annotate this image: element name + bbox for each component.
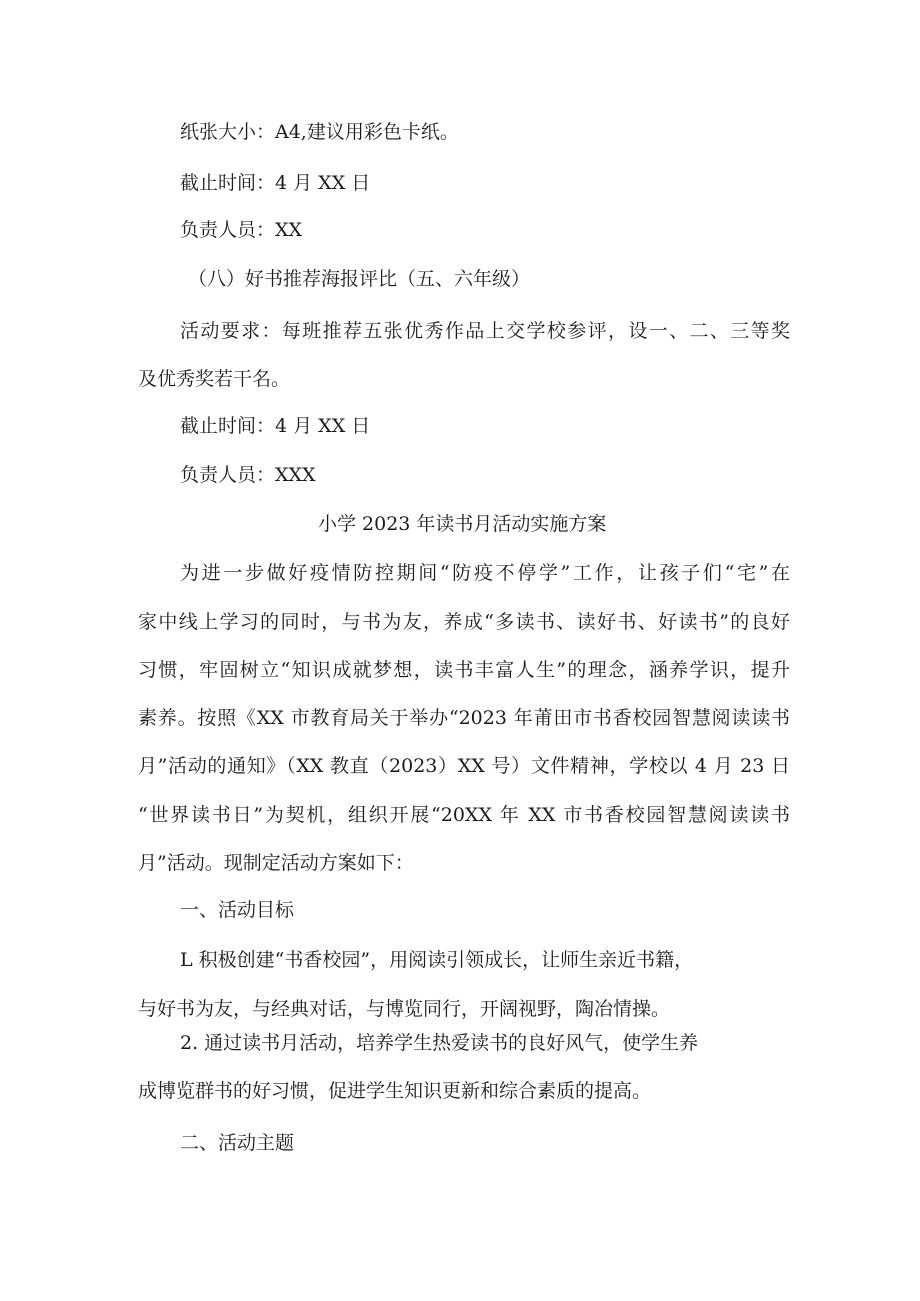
goal-item-1-line-2: 与好书为友，与经典对话，与博览同行，开阔视野，陶冶情操。: [138, 998, 671, 1020]
deadline-line: 截止时间：4 月 XX 日: [180, 172, 371, 194]
requirement-line-1: 活动要求：每班推荐五张优秀作品上交学校参评，设一、二、三等奖: [180, 320, 790, 342]
owner-line: 负责人员：XX: [180, 219, 303, 241]
plan-title: 小学 2023 年读书月活动实施方案: [318, 513, 607, 535]
section-two-heading: 二、活动主题: [180, 1132, 295, 1154]
intro-line-1: 为进一步做好疫情防控期间“防疫不停学”工作，让孩子们“宅”在: [180, 562, 790, 584]
intro-line-2: 家中线上学习的同时，与书为友，养成“多读书、读好书、好读书”的良好: [138, 611, 790, 633]
intro-line-3: 习惯，牢固树立“知识成就梦想，读书丰富人生”的理念，涵养学识，提升: [138, 659, 790, 681]
goal-item-2-line-1: 2. 通过读书月活动，培养学生热爱读书的良好风气，使学生养: [180, 1032, 699, 1054]
goal-item-1-line-1: L 积极创建“书香校园”，用阅读引领成长，让师生亲近书籍，: [180, 949, 694, 971]
intro-line-6: “世界读书日”为契机，组织开展“20XX 年 XX 市书香校园智慧阅读读书: [138, 804, 790, 826]
goal-item-2-line-2: 成博览群书的好习惯，促进学生知识更新和综合素质的提高。: [138, 1080, 652, 1102]
intro-line-5: 月”活动的通知》（XX 教直（2023）XX 号）文件精神，学校以 4 月 23 日: [138, 755, 790, 777]
requirement-line-2: 及优秀奖若干名。: [138, 368, 291, 390]
section-eight-heading: （八）好书推荐海报评比（五、六年级）: [188, 268, 531, 290]
deadline-line: 截止时间：4 月 XX 日: [180, 415, 371, 437]
section-one-heading: 一、活动目标: [180, 899, 295, 921]
intro-line-4: 素养。按照《XX 市教育局关于举办“2023 年莆田市书香校园智慧阅读读书: [138, 707, 790, 729]
paper-size-line: 纸张大小：A4,建议用彩色卡纸。: [180, 121, 459, 143]
owner-line: 负责人员：XXX: [180, 464, 316, 486]
intro-line-7: 月”活动。现制定活动方案如下：: [138, 852, 414, 874]
